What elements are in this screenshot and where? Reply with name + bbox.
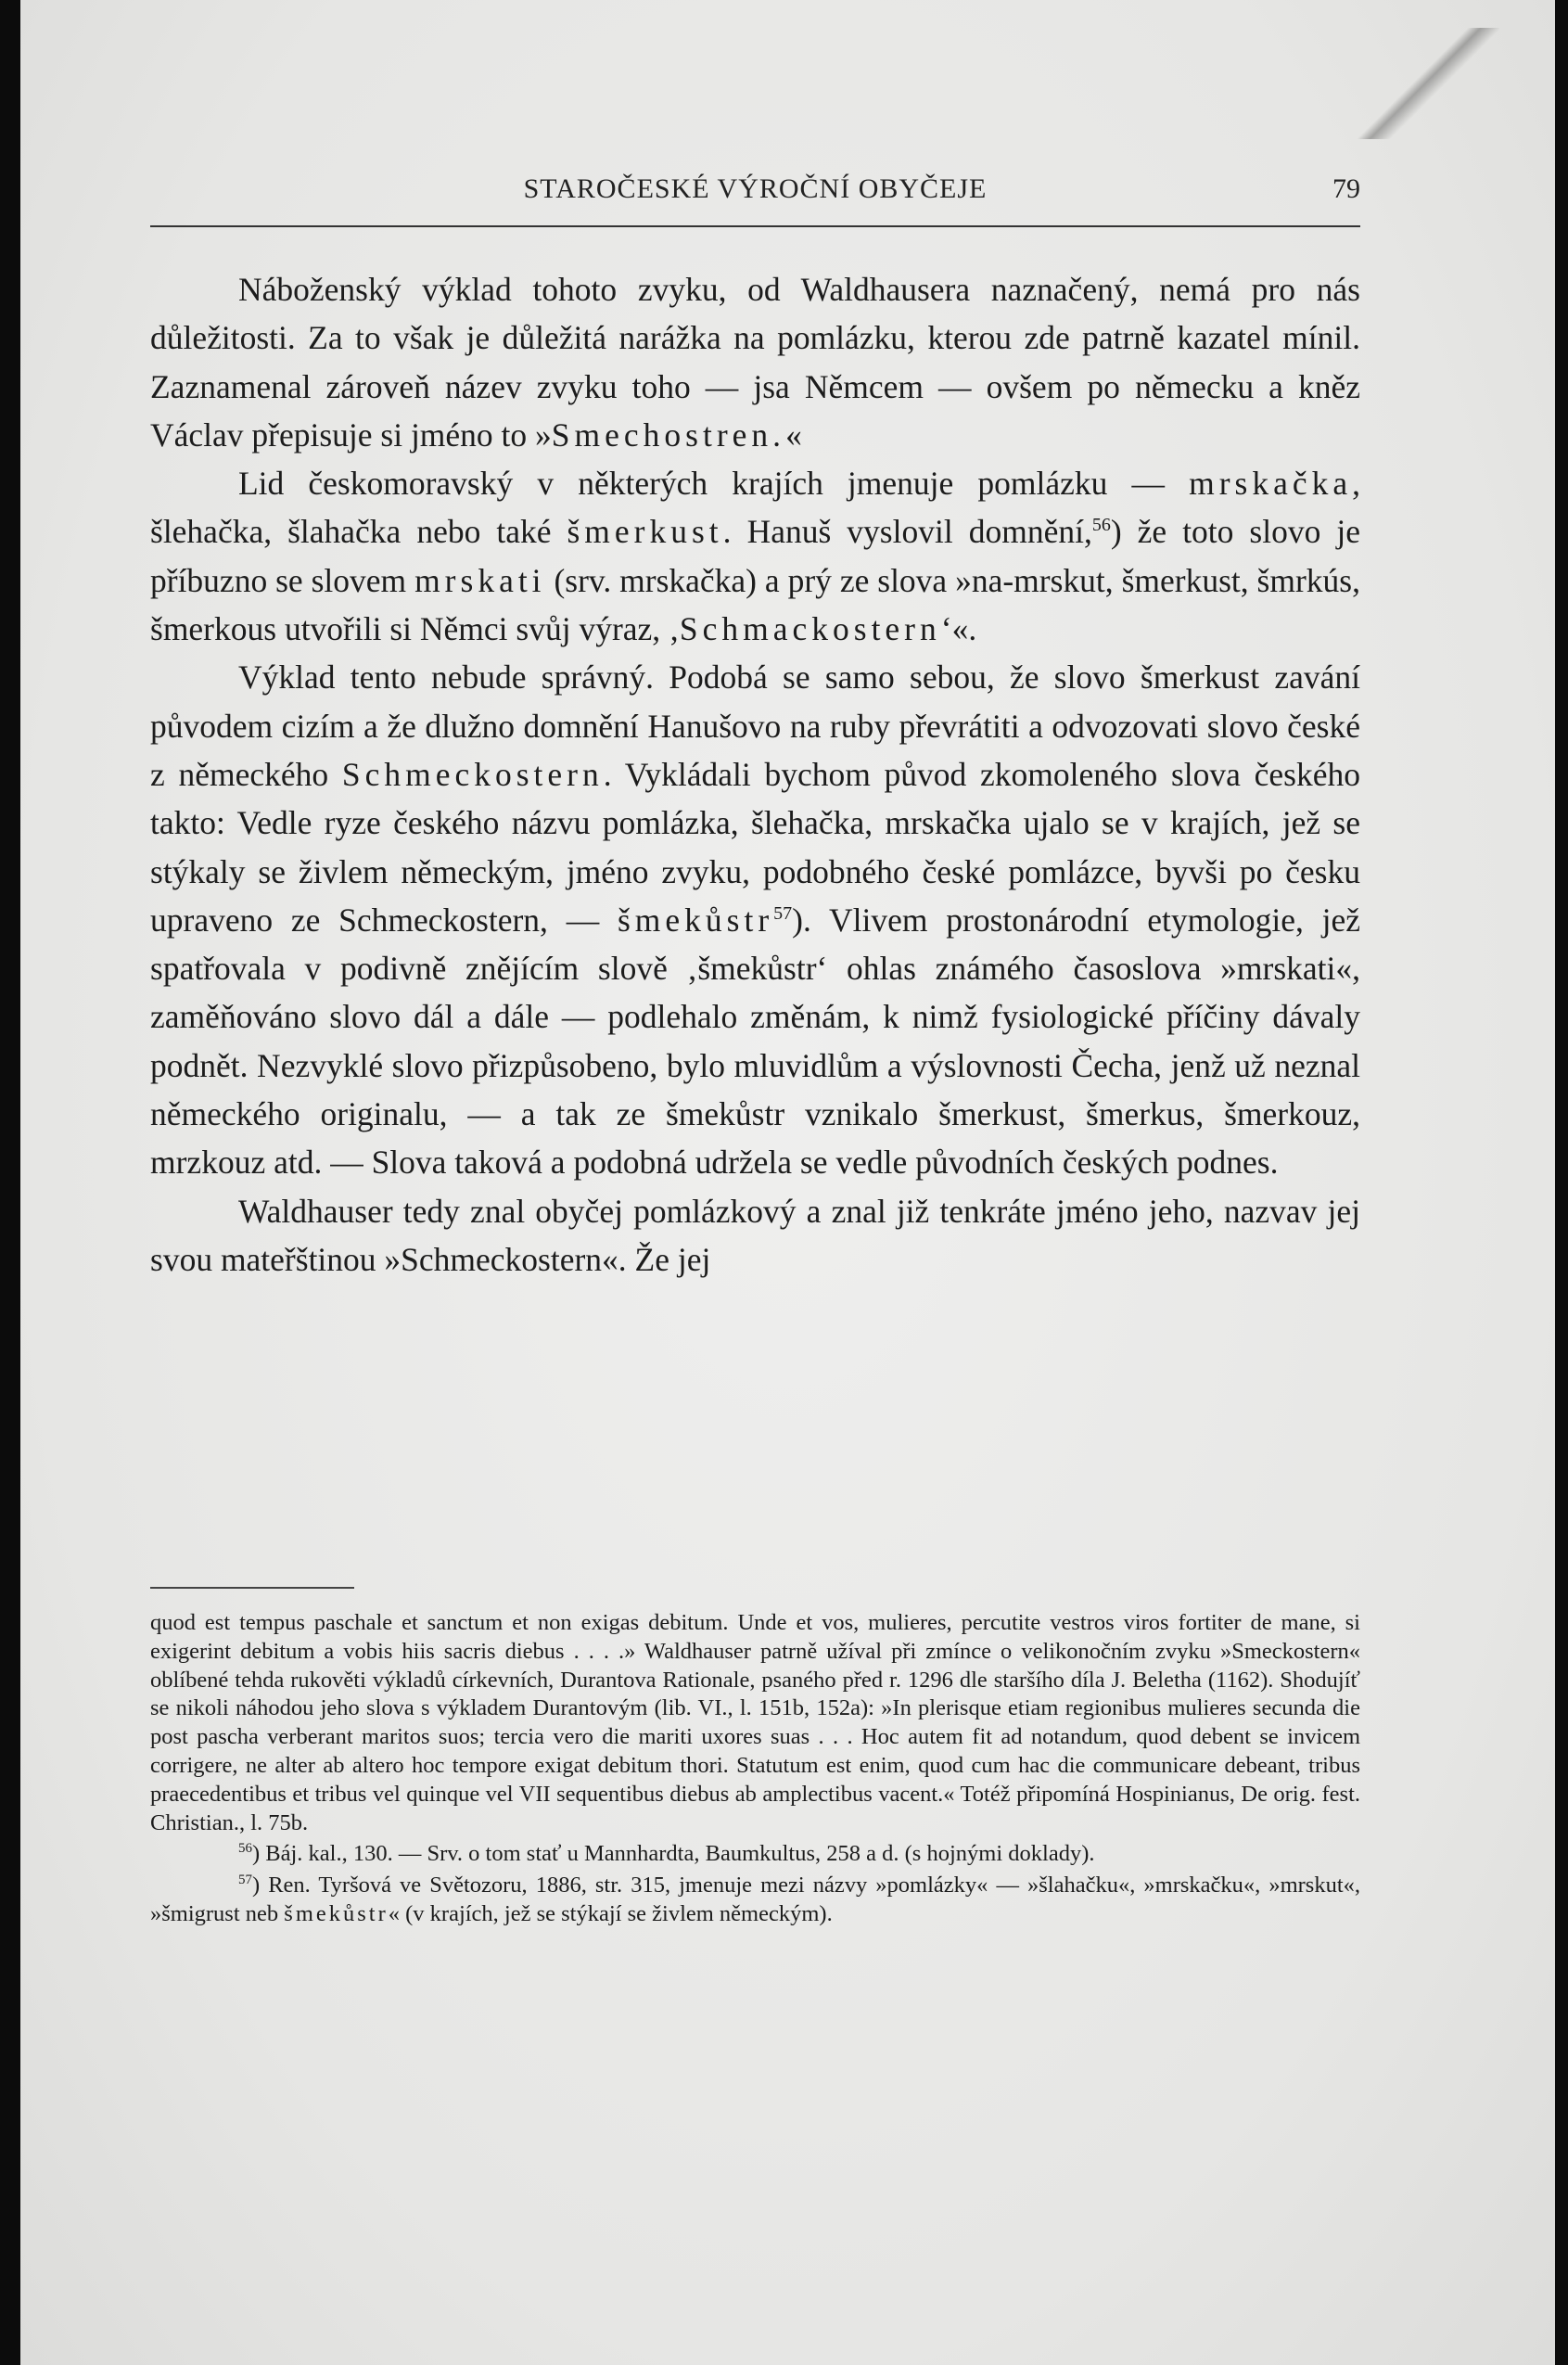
text-run: Výklad tento nebude správný. Podobá se samo sebou, že slovo šmerkust zavání původem cizím a že dlužno domnění Hanušovo na ruby převrátiti a odvozovati slovo české z německého bbox=[150, 658, 1360, 793]
paragraph-2 bbox=[150, 459, 1360, 653]
footnote-ref: 56 bbox=[1091, 515, 1111, 536]
footnote-text: « (v krajích, jež se stýkají se živlem německým). bbox=[388, 1900, 833, 1926]
text-run: Lid českomoravský v některých krajích jmenuje pomlázku — bbox=[238, 465, 1190, 503]
footnote-number: 56 bbox=[238, 1841, 252, 1857]
spaced-word: šmerkust bbox=[567, 513, 723, 551]
footnote-rule bbox=[150, 1587, 354, 1589]
paragraph-1 bbox=[150, 265, 1360, 459]
page-corner-mark bbox=[1351, 28, 1499, 139]
footnote-text: ) Báj. kal., 130. — Srv. o tom stať u Mannhardta, Baumkultus, 258 a d. (s hojnými doklady). bbox=[252, 1841, 1095, 1867]
paragraph-3 bbox=[150, 653, 1360, 1186]
spaced-word: Schmeckostern bbox=[341, 755, 604, 793]
spaced-word: šmekůstr bbox=[284, 1900, 389, 1926]
footnote-57 bbox=[150, 1872, 1360, 1929]
footnote-ref: 57 bbox=[773, 903, 793, 925]
footnotes bbox=[150, 1609, 1360, 1929]
running-title: STAROČESKÉ VÝROČNÍ OBYČEJE bbox=[523, 173, 988, 204]
text-run: Náboženský výklad tohoto zvyku, od Waldhausera naznačený, nemá pro nás důležitosti. Za to však je důležitá narážka na pomlázku, kterou zde patrně kazatel mínil. Zaznamenal zároveň název zvyku toho — jsa Němcem — ovšem po německu a kněz Václav přepisuje si jméno to » bbox=[150, 271, 1360, 454]
paragraph-4: Waldhauser tedy znal obyčej pomlázkový a znal již tenkráte jméno jeho, nazvav jej svou mateřštinou »Schmeckostern«. Že jej bbox=[150, 1192, 1360, 1278]
spaced-word: mrskačka bbox=[1189, 465, 1353, 503]
spaced-word: mrskati bbox=[414, 561, 546, 599]
text-run: ) že toto slovo je příbuzno se slovem bbox=[150, 513, 1360, 599]
text-run: « bbox=[785, 415, 802, 454]
spaced-word: Smechostren. bbox=[551, 415, 786, 454]
footnote-56 bbox=[150, 1840, 1360, 1869]
page-header bbox=[150, 173, 1360, 220]
footnote-continuation: quod est tempus paschale et sanctum et non exigas debitum. Unde et vos, mulieres, percutite vestros viros fortiter de mane, si exigerint debitum a vobis hiis sacris diebus . . . .» Waldhauser patrně užíval při zmínce o velikonočním zvyku »Smeckostern« oblíbené tehda rukověti výkladů církevních, Durantova Rationale, psaného před r. 1296 dle staršího díla J. Beletha (1162). Shodujíť se nikoli náhodou jeho slova s výkladem Durantovým (lib. VI., l. 151b, 152a): »In plerisque etiam regionibus mulieres secunda die post pascha verberant maritos suos; tercia vero die mariti uxores suas . . . Hoc autem fit ad notandum, quod debent se invicem corrigere, ne alter ab altero hoc tempore exigat debitum thori. Statutum est enim, quod cum hac die communicare debeant, tribus praecedentibus et tribus vel quinque vel VII sequentibus diebus ab amplectibus vacent.« Totéž připomíná Hospinianus, De orig. fest. Christian., l. 75b. bbox=[150, 1610, 1360, 1835]
main-text bbox=[150, 265, 1360, 1284]
text-run: ‘«. bbox=[940, 610, 977, 648]
spaced-word: šmekůstr bbox=[617, 901, 774, 939]
text-run: , šlehačka, šlahačka nebo také bbox=[150, 465, 1360, 551]
text-run: ). Vlivem prostonárodní etymologie, jež spatřovala v podivně znějícím slově ‚šmekůstr‘ ohlas známého časoslova »mrskati«, zaměňováno slovo dál a dále — podlehalo změnám, k nimž fysiologické příčiny dávaly podnět. Nezvyklé slovo přizpůsobeno, bylo mluvidlům a výslovnosti Čecha, jenž už neznal německého originalu, — a tak ze šmekůstr vznikalo šmerkust, šmerkus, šmerkouz, mrzkouz atd. — Slova taková a podobná udržela se vedle původních českých podnes. bbox=[150, 901, 1360, 1182]
header-rule bbox=[150, 225, 1360, 227]
text-run: . Hanuš vyslovil domnění, bbox=[722, 513, 1092, 551]
footnote-text: ) Ren. Tyršová ve Světozoru, 1886, str. 315, jmenuje mezi názvy »pomlázky« — »šlahačku«, »mrskačku«, »mrskut«, »šmigrust neb bbox=[150, 1873, 1360, 1926]
text-run: (srv. mrskačka) a prý ze slova »na-mrskut, šmerkust, šmrkús, šmerkous utvořili si Němci svůj výraz, ‚ bbox=[150, 561, 1360, 648]
spaced-word: Schmackostern bbox=[679, 610, 941, 648]
book-page bbox=[20, 0, 1555, 2365]
text-run: . Vykládali bychom původ zkomoleného slova českého takto: Vedle ryze českého názvu pomlázka, šlehačka, mrskačka ujalo se v krajích, jež se stýkaly se živlem německým, jméno zvyku, podobného české pomlázce, byvši po česku upraveno ze Schmeckostern, — bbox=[150, 755, 1360, 939]
footnote-number: 57 bbox=[238, 1873, 252, 1888]
page-number: 79 bbox=[1332, 173, 1360, 204]
